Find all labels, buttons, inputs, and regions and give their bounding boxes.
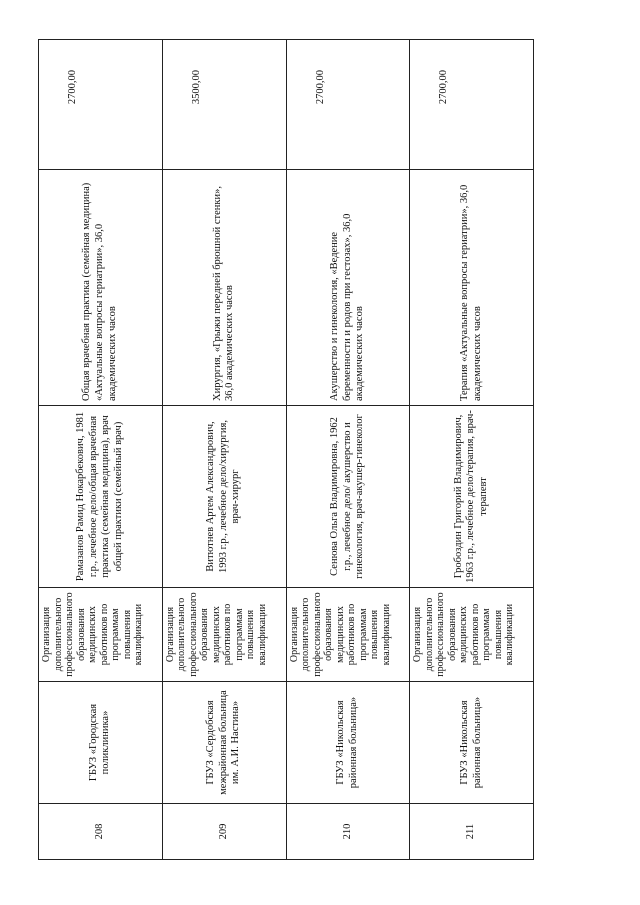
program-cell: Организация дополнительного профессионального образования медицинских работников по программам повышения квалификации xyxy=(286,588,410,682)
row-number: 211 xyxy=(410,804,534,860)
person-cell: Сенюва Ольга Владимировна, 1962 г.р., лечебное дело/ акушерство и гинекология, врач-акушер-гинеколог xyxy=(286,406,410,588)
person-cell: Рамазанов Рамид Нокарбекович, 1981 г.р., лечебное дело/общая врачебная практика (семейная медицина), врач общей практики (семейный врач) xyxy=(39,406,163,588)
table-row xyxy=(162,40,286,860)
person-cell: Гробоздин Григорий Владимирович, 1963 г.р., лечебное дело/терапия, врач-терапевт xyxy=(410,406,534,588)
rotated-table-container xyxy=(38,40,534,860)
program-cell: Организация дополнительного профессионального образования медицинских работников по программам повышения квалификации xyxy=(162,588,286,682)
row-number: 208 xyxy=(39,804,163,860)
training-table xyxy=(38,39,534,860)
table-row xyxy=(286,40,410,860)
row-number: 210 xyxy=(286,804,410,860)
table-row xyxy=(39,40,163,860)
organization-cell: ГБУЗ «Никольская районная больница» xyxy=(410,682,534,804)
specialty-cell: Общая врачебная практика (семейная медицина) «Актуальные вопросы гериатрии», 36,0 академических часов xyxy=(39,170,163,406)
program-cell: Организация дополнительного профессионального образования медицинских работников по программам повышения квалификации xyxy=(410,588,534,682)
cost-cell: 2700,00 xyxy=(39,40,163,170)
person-cell: Витютнев Артем Александрович, 1993 г.р., лечебное дело/хирургия, врач-хирург xyxy=(162,406,286,588)
program-cell: Организация дополнительного профессионального образования медицинских работников по программам повышения квалификации xyxy=(39,588,163,682)
row-number: 209 xyxy=(162,804,286,860)
table-row xyxy=(410,40,534,860)
organization-cell: ГБУЗ «Никольская районная больница» xyxy=(286,682,410,804)
organization-cell: ГБУЗ «Городская поликлиника» xyxy=(39,682,163,804)
cost-cell: 2700,00 xyxy=(410,40,534,170)
specialty-cell: Терапия «Актуальные вопросы гериатрии», 36,0 академических часов xyxy=(410,170,534,406)
cost-cell: 2700,00 xyxy=(286,40,410,170)
cost-cell: 3500,00 xyxy=(162,40,286,170)
organization-cell: ГБУЗ «Сердобская межрайонная больница им. А.И. Настина» xyxy=(162,682,286,804)
specialty-cell: Акушерство и гинекология, «Ведение беременности и родов при гестозах», 36,0 академических часов xyxy=(286,170,410,406)
specialty-cell: Хирургия, «Грыжи передней брюшной стенки», 36,0 академических часов xyxy=(162,170,286,406)
